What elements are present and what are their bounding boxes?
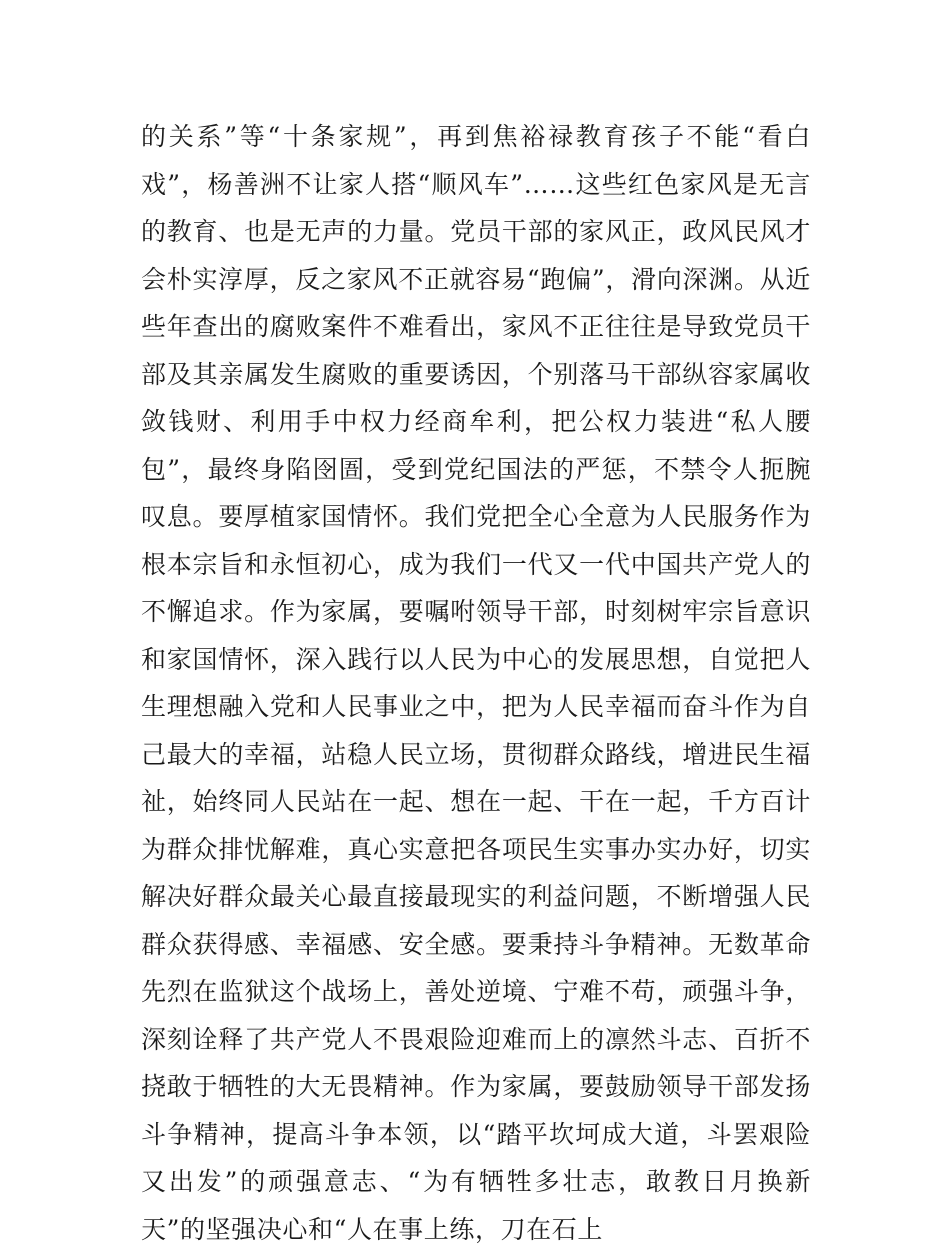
body-paragraph: 的关系”等“十条家规”，再到焦裕禄教育孩子不能“看白戏”，杨善洲不让家人搭“顺风车”……这些红色家风是无言的教育、也是无声的力量。党员干部的家风正，政风民风才会朴实淳厚，反之家风不正就容易“跑偏”，滑向深渊。从近些年查出的腐败案件不难看出，家风不正往往是导致党员干部及其亲属发生腐败的重要诱因，个别落马干部纵容家属收敛钱财、利用手中权力经商牟利，把公权力装进“私人腰包”，最终身陷囹圄，受到党纪国法的严惩，不禁令人扼腕叹息。要厚植家国情怀。我们党把全心全意为人民服务作为根本宗旨和永恒初心，成为我们一代又一代中国共产党人的不懈追求。作为家属，要嘱咐领导干部，时刻树牢宗旨意识和家国情怀，深入践行以人民为中心的发展思想，自觉把人生理想融入党和人民事业之中，把为人民幸福而奋斗作为自己最大的幸福，站稳人民立场，贯彻群众路线，增进民生福祉，始终同人民站在一起、想在一起、干在一起，千方百计为群众排忧解难，真心实意把各项民生实事办实办好，切实解决好群众最关心最直接最现实的利益问题，不断增强人民群众获得感、幸福感、安全感。要秉持斗争精神。无数革命先烈在监狱这个战场上，善处逆境、宁难不苟，顽强斗争，深刻诠释了共产党人不畏艰险迎难而上的凛然斗志、百折不挠敢于牺牲的大无畏精神。作为家属，要鼓励领导干部发扬斗争精神，提高斗争本领，以“踏平坎坷成大道，斗罢艰险又出发”的顽强意志、“为有牺牲多壮志，敢教日月换新天”的坚强决心和“人在事上练，刀在石上 xyxy=(141,122,811,1244)
